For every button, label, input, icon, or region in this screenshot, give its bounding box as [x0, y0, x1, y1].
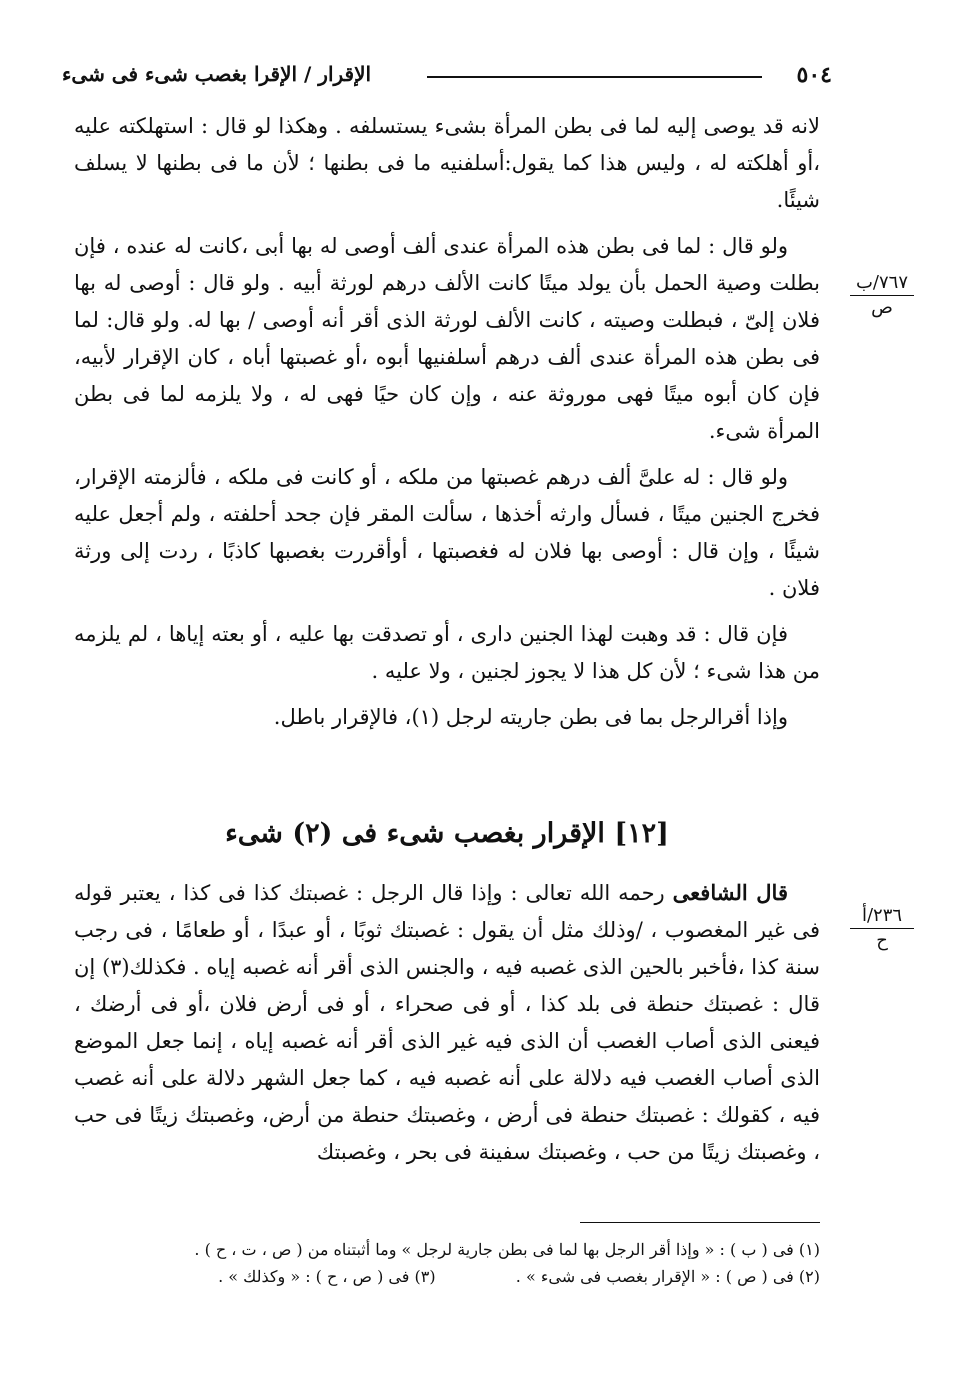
- footnote-rule: [580, 1222, 820, 1223]
- footnote: (٣) فى ( ص ، ح ) : « وكذلك » .: [218, 1267, 436, 1286]
- paragraph: فإن قال : قد وهبت لهذا الجنين دارى ، أو تصدقت بها عليه ، أو بعته إياها ، لم يلزمه من هذا شىء ؛ لأن كل هذا لا يجوز لجنين ، ولا عليه .: [74, 622, 820, 683]
- section-heading: [١٢] الإقرار بغصب شىء فى (٢) شىء: [225, 818, 669, 849]
- margin-note-ms-ref: [850, 905, 914, 951]
- footnotes: [74, 1236, 820, 1290]
- footnote-row: [74, 1263, 820, 1290]
- paragraph: ولو قال : لما فى بطن هذه المرأة عندى ألف أوصى له بها أبى ،كانت له عنده ، فإن بطلت وصية الحمل بأن يولد ميتًا كانت الألف درهم لورثة أبيه . ولو قال : أوصى له بها فلان إلىّ ، فبطلت وصيته ، كانت الألف لورثة الذى أقر أنه أوصى / بها له. ولو قال: لما فى بطن هذه المرأة عندى ألف درهم أسلفنيها أبوه ،أو غصبتها أباه ، كان الإقرار لأبيه، فإن كان أبوه ميتًا فهى موروثة عنه ، وإن كان حيًا فهى له ، ولا يلزمه لما فى بطن المرأة شىء.: [74, 234, 821, 443]
- paragraph-body: رحمه الله تعالى : وإذا قال الرجل : غصبتك كذا فى كذا ، يعتبر قوله فى غير المغصوب ، /وذلك مثل أن يقول : غصبتك ثوبًا ، أو عبدًا ، أو طعامًا ، فى رجب سنة كذا ،فأخبر بالحين الذى غصبه فيه ، والجنس الذى أقر أنه غصبه إياه . فكذلك(٣) إن قال : غصبتك حنطة فى بلد كذا ، أو فى صحراء ، أو فى أرض فلان ،أو فى أرضك ، فيعنى الذى أصاب الغصب أن الذى فيه غير الذى أقر أنه غصبه إياه ، إنما جعل الموضع الذى أصاب الغصب فيه دلالة على أنه غصبه فيه ، كما جعل الشهر دلالة على أنه غصب فيه ، كقولك : غصبتك حنطة فى أرض ، وغصبتك حنطة من أرض، وغصبتك زيتًا فى حب ، وغصبتك زيتًا من حب ، وغصبتك سفينة فى بحر ، وغصبتك: [74, 881, 820, 1164]
- running-title: الإقرار / الإقرا بغصب شىء فى شىء: [62, 62, 372, 86]
- speaker-lead: قال الشافعى: [672, 880, 788, 905]
- margin-manuscript: ص: [871, 297, 893, 318]
- margin-manuscript: ح: [876, 930, 888, 951]
- margin-folio: ٧٦٧/ب: [850, 272, 914, 296]
- paragraph: لانه قد يوصى إليه لما فى بطن المرأة بشىء يستسلفه . وهكذا لو قال : استهلكته عليه ،أو أهلكته له ، وليس هذا كما يقول:أسلفنيه ما فى بطنها ؛ لأن ما فى بطنها لا يسلف شيئًا.: [74, 114, 820, 212]
- paragraph: [74, 874, 820, 1171]
- margin-folio: ٢٣٦/أ: [850, 905, 914, 929]
- footnote: (٢) فى ( ص ) : « الإقرار بغصب فى شىء » .: [515, 1267, 820, 1286]
- footnote: (١) فى ( ب ) : « وإذا أقر الرجل بها لما فى بطن جارية لرجل » وما أثبتناه من ( ص ، ت ، ح ) .: [194, 1240, 820, 1259]
- header-rule: [427, 76, 762, 78]
- paragraph: ولو قال : له علىَّ ألف درهم غصبتها من ملكه ، أو كانت فى ملكه ، فألزمته الإقرار، فخرج الجنين ميتًا ، فسأل وارثه أخذها ، سألت المقر فإن جحد أحلفته ، ولم أجعل عليه شيئًا ، وإن قال : أوصى بها فلان له فغصبتها ، أوأقررت بغصبها كاذبًا ، ردت إلى ورثة فلان .: [74, 465, 820, 600]
- margin-note-ms-ref: [850, 272, 914, 318]
- page-header: [62, 62, 832, 92]
- page-number: ٥٠٤: [796, 62, 832, 88]
- paragraph: وإذا أقرالرجل بما فى بطن جاريته لرجل (١)، فالإقرار باطل.: [273, 705, 788, 729]
- main-text: [74, 108, 820, 745]
- section-text: [74, 874, 820, 1180]
